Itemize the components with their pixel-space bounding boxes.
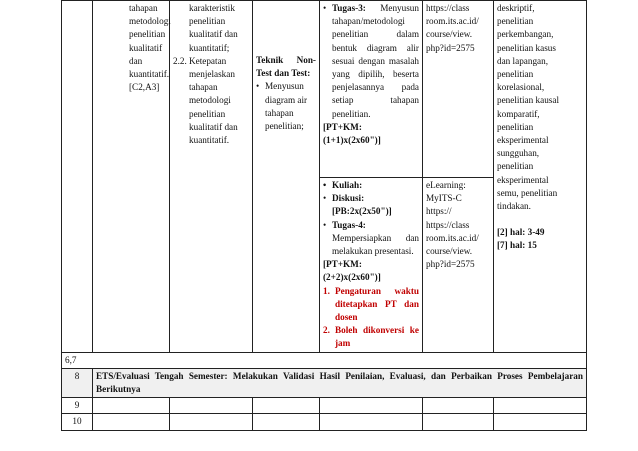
assignment-4 [323,219,419,259]
note-number: 1. [323,285,330,296]
media-link-line[interactable]: https:// [426,206,452,217]
material-line: deskriptif, [497,3,535,13]
table-row [62,352,587,368]
indicator-item-number: 2.2. [173,55,187,66]
assignment-4-text: Mempersiapkan dan melakukan presentasi. [332,232,419,257]
indicator-line: kuantitatif. [189,135,230,146]
table-row [62,398,587,414]
assignment-4-formula: [PT+KM:(2+2)x(2x60")] [323,259,381,283]
assessment-cell [253,1,320,353]
indicator-line: metodologi [189,95,231,106]
material-line: penelitian [497,16,534,27]
media-cell [423,178,494,353]
sub-cpmk-line: [C2,A3] [129,82,160,93]
note-number: 2. [323,325,330,336]
material-line: perkembangan, [497,29,554,40]
empty-cell [423,414,494,430]
sub-cpmk-line: penelitian [129,29,166,40]
week-number: 10 [62,414,93,430]
material-line: sungguhan, [497,148,540,159]
empty-cell [93,398,170,414]
note-item [323,285,419,325]
material-line: penelitian kasus [497,42,556,53]
sub-cpmk-cell [93,1,170,353]
assignment-4-label: • Tugas-4: [332,219,366,230]
empty-cell [320,398,423,414]
media-link-line[interactable]: course/view. [426,246,473,257]
material-cell [494,1,587,353]
indicator-item [173,55,249,147]
empty-cell [494,414,587,430]
sub-cpmk-line: metodologi [129,16,171,27]
indicator-line: menjelaskan [189,69,235,80]
media-link-line[interactable]: room.its.ac.id/ [426,16,479,27]
table-row [62,1,587,178]
empty-cell [423,398,494,414]
learning-method-cell [320,178,423,353]
media-link-line[interactable]: https://class [426,3,470,13]
empty-cell [253,398,320,414]
assignment-3-label: Tugas-3: [332,3,366,13]
material-line: penelitian kausal [497,95,559,106]
media-cell [423,1,494,178]
week-number: 9 [62,398,93,414]
indicator-line: kuantitatif; [189,42,230,53]
material-line: korelasional, [497,82,545,93]
media-link-line[interactable]: https://class [426,219,470,230]
media-link-line[interactable]: room.its.ac.id/ [426,232,479,243]
assignment-3-text: Menyusun tahapan/metodologi penelitian dalam bentuk diagram alir sesuai dengan masalah yang dipilih, beserta penjelasannya pada setiap tahapan penelitian. [332,3,419,119]
ets-label: ETS/Evaluasi Tengah Semester: Melakukan Validasi Hasil Penilaian, Evaluasi, dan Perbaikan Proses Pembelajaran Berikutnya [93,368,587,397]
assessment-bullet: • Menyusun diagram air tahapan penelitian; [256,80,316,133]
lecture-item: • Kuliah: [323,179,419,192]
week-label: 6,7 [62,352,587,368]
week-number: 8 [62,368,93,397]
material-line: eksperimental [497,135,549,146]
note-item [323,324,419,350]
reference-line: [2] hal: 3-49 [497,227,545,238]
assessment-title: Teknik Non-Test dan Test: [256,55,316,79]
media-line: eLearning: [426,180,466,190]
note-text: Boleh dikonversi ke jam [335,325,419,349]
indicator-line: kualitatif dan [189,29,238,40]
material-line: komparatif, [497,108,540,119]
indicator-line: kualitatif dan [189,121,238,132]
sub-cpmk-line: tahapan [129,3,158,13]
material-line: penelitian [497,69,534,80]
indicator-line: penelitian [189,16,226,27]
media-link-line[interactable]: php?id=2575 [426,42,475,53]
indicator-line: tahapan [189,82,218,93]
media-link-line[interactable]: course/view. [426,29,473,40]
indicator-line: Ketepatan [189,55,227,66]
discussion-item [323,192,419,218]
note-text: Pengaturan waktu ditetapkan PT dan dosen [335,285,419,323]
discussion-formula: [PB:2x(2x50")] [332,206,392,217]
indicator-cell [170,1,253,353]
material-line: penelitian [497,121,534,132]
table-row [62,368,587,397]
indicator-line: penelitian [189,108,226,119]
sub-cpmk-line: kualitatif dan [129,42,163,66]
empty-cell [170,414,253,430]
empty-cell [170,398,253,414]
material-line: dan lapangan, [497,55,549,66]
empty-cell [320,414,423,430]
discussion-label: • Diskusi: [332,193,365,204]
material-line: semu, penelitian [497,187,558,198]
empty-cell [494,398,587,414]
learning-method-cell [320,1,423,178]
assignment-3-formula: [PT+KM:(1+1)x(2x60")] [323,121,381,146]
empty-cell [93,414,170,430]
assignment-3 [323,2,419,121]
week-cell [62,1,93,353]
empty-cell [253,414,320,430]
media-link-line[interactable]: php?id=2575 [426,259,475,270]
material-line: eksperimental [497,174,549,185]
material-line: penelitian [497,161,534,172]
rps-table [61,0,587,431]
sub-cpmk-line: kuantitatif. [129,69,170,80]
reference-line: [7] hal: 15 [497,240,537,251]
table-row [62,414,587,430]
indicator-line: karakteristik [189,3,235,13]
material-line: tindakan. [497,201,531,212]
media-line: MyITS-C [426,193,462,204]
